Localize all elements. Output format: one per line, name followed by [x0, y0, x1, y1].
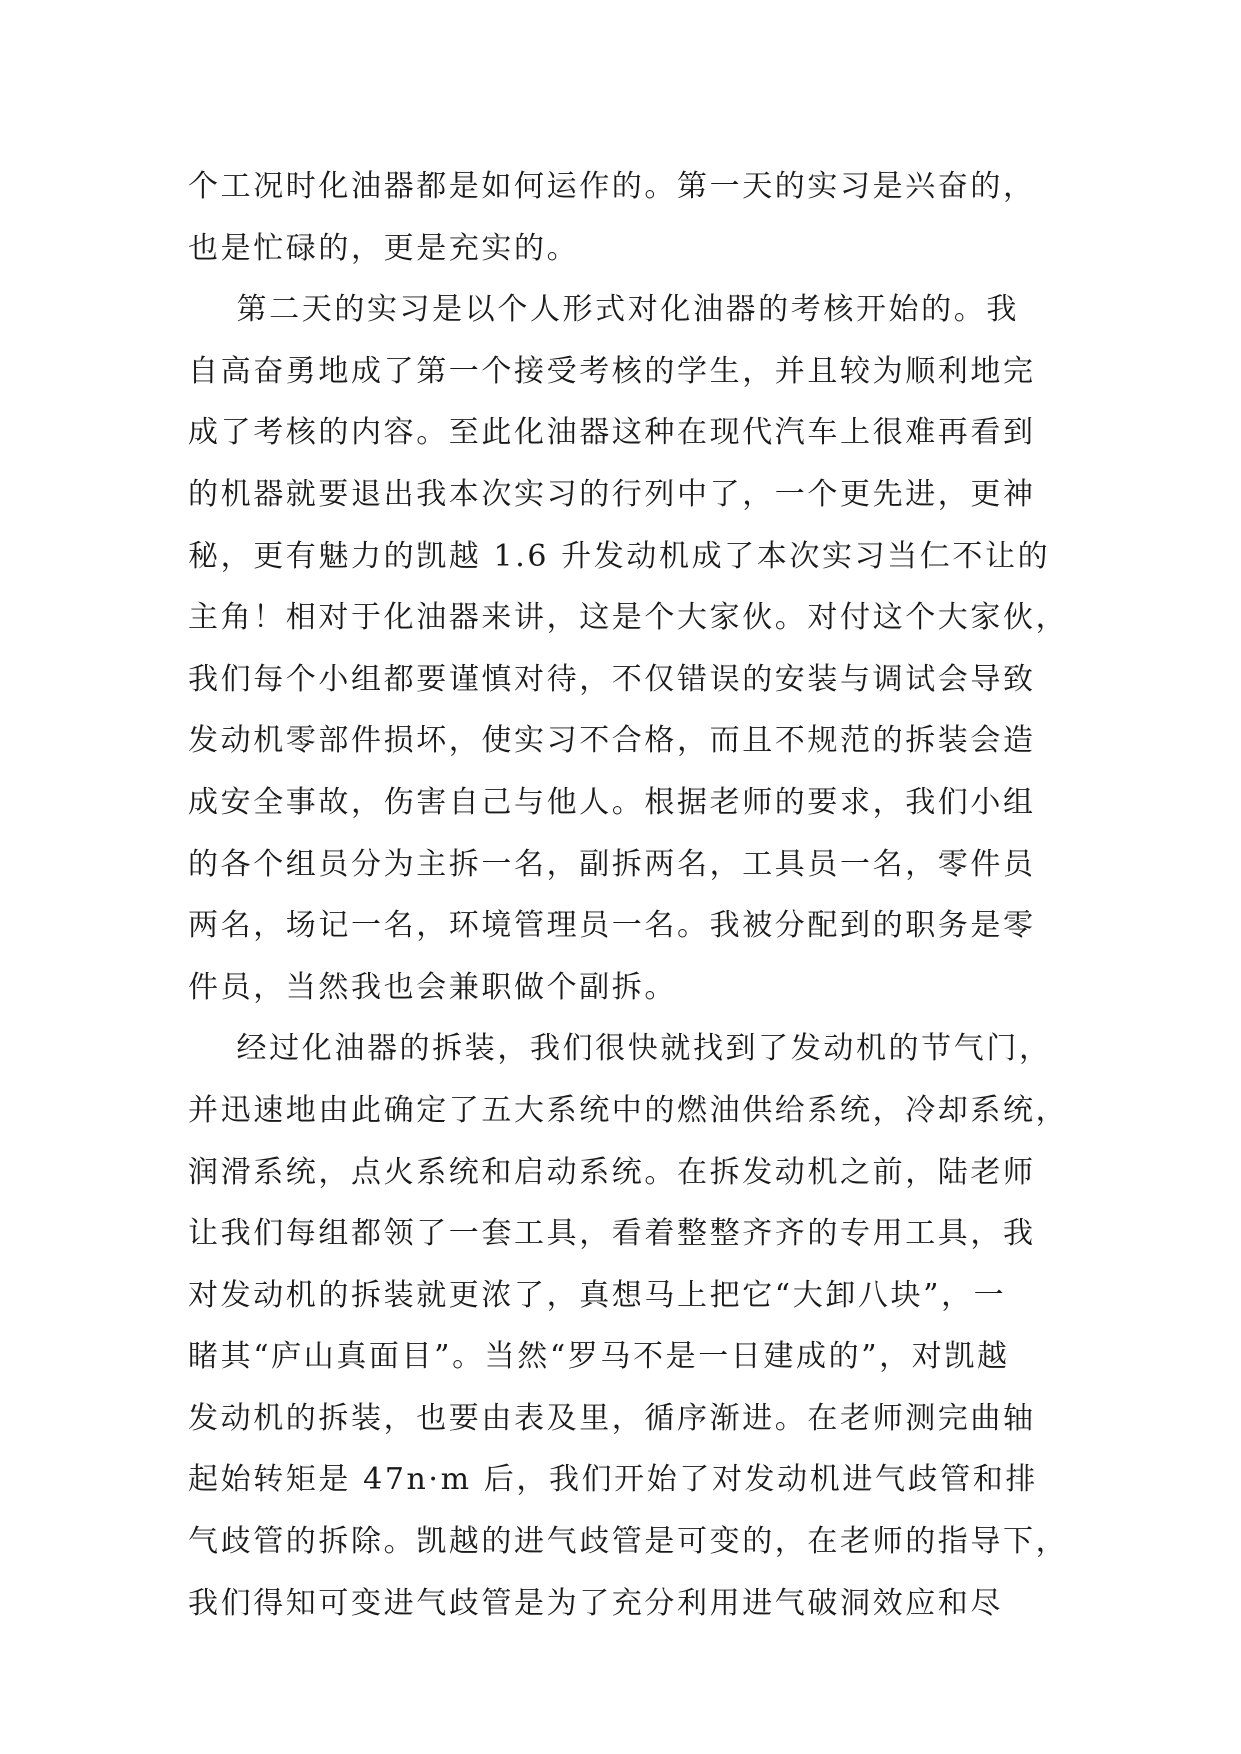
text-line: 成安全事故，伤害自己与他人。根据老师的要求，我们小组: [188, 784, 1036, 820]
text-line: 气歧管的拆除。凯越的进气歧管是可变的，在老师的指导下，: [188, 1524, 1069, 1560]
body-text: [188, 156, 1069, 1634]
text-line: 并迅速地由此确定了五大系统中的燃油供给系统，冷却系统，: [188, 1092, 1069, 1128]
paragraph-start-line: 第二天的实习是以个人形式对化油器的考核开始的。我: [188, 292, 1019, 328]
text-line: 的机器就要退出我本次实习的行列中了，一个更先进，更神: [188, 476, 1036, 512]
text-line: 睹其“庐山真面目”。当然“罗马不是一日建成的”，对凯越: [188, 1339, 1010, 1375]
text-line: 成了考核的内容。至此化油器这种在现代汽车上很难再看到: [188, 415, 1036, 451]
text-line: 件员，当然我也会兼职做个副拆。: [188, 969, 677, 1005]
text-line: 我们每个小组都要谨慎对待，不仅错误的安装与调试会导致: [188, 661, 1036, 697]
text-line: 发动机零部件损坏，使实习不合格，而且不规范的拆装会造: [188, 723, 1036, 759]
text-line: 也是忙碌的，更是充实的。: [188, 230, 580, 266]
text-line: 个工况时化油器都是如何运作的。第一天的实习是兴奋的，: [188, 169, 1036, 204]
text-line: 对发动机的拆装就更浓了，真想马上把它“大卸八块”，一: [188, 1277, 1007, 1313]
text-line: 两名，场记一名，环境管理员一名。我被分配到的职务是零: [188, 908, 1036, 944]
text-line: 我们得知可变进气歧管是为了充分利用进气破洞效应和尽: [188, 1585, 1003, 1621]
text-line: 让我们每组都领了一套工具，看着整整齐齐的专用工具，我: [188, 1216, 1036, 1252]
paragraph-start-line: 经过化油器的拆装，我们很快就找到了发动机的节气门，: [188, 1031, 1052, 1067]
text-line: 自高奋勇地成了第一个接受考核的学生，并且较为顺利地完: [188, 353, 1036, 389]
text-line: 发动机的拆装，也要由表及里，循序渐进。在老师测完曲轴: [188, 1400, 1036, 1436]
text-line: 润滑系统，点火系统和启动系统。在拆发动机之前，陆老师: [188, 1154, 1036, 1190]
text-line: 的各个组员分为主拆一名，副拆两名，工具员一名，零件员: [188, 846, 1036, 882]
text-line: 秘，更有魅力的凯越 1.6 升发动机成了本次实习当仁不让的: [188, 538, 1051, 574]
text-line: 起始转矩是 47n·m 后，我们开始了对发动机进气歧管和排: [188, 1462, 1038, 1498]
text-line: 主角！相对于化油器来讲，这是个大家伙。对付这个大家伙，: [188, 600, 1069, 636]
